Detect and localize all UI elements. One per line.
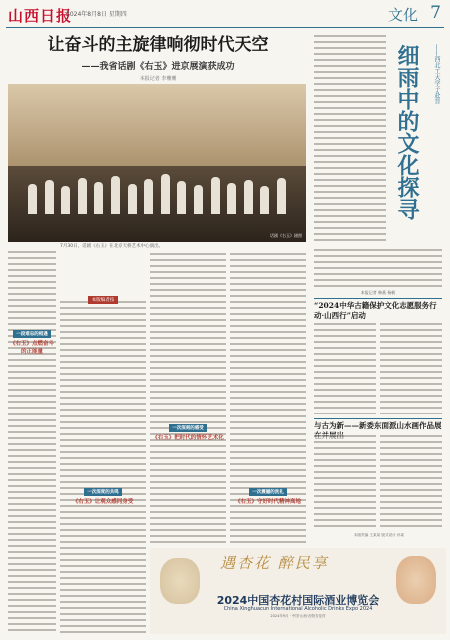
inner-head-badge: 一段难忘的相遇 <box>13 330 51 338</box>
masthead <box>0 0 450 28</box>
lead-headline[interactable]: 让奋斗的主旋律响彻时代天空 <box>47 35 269 55</box>
inner-head-sub: 《右玉》让观众感同身受 <box>72 499 134 505</box>
lead-byline: 本报记者 李珊珊 <box>139 76 177 82</box>
ad-calligraphy: 遇杏花 醉民享 <box>220 554 329 572</box>
right-headline-2[interactable]: 与古为新——新委东面派山水画作品展 <box>314 421 442 430</box>
feature-column-2 <box>314 248 442 288</box>
right-column-c <box>314 434 376 530</box>
inner-head-badge: 一次深度的共鸣 <box>84 488 122 496</box>
section-name: 文化 <box>387 6 418 24</box>
feature-vertical-title[interactable]: 细雨中的文化探寻 <box>394 44 420 220</box>
ad-title: 2024中国杏花村国际酒业博览会 <box>216 594 380 607</box>
lead-subhead: ——我省话剧《右玉》进京展演获成功 <box>81 62 235 72</box>
feature-column-1 <box>314 34 386 244</box>
issue-date: 2024年8月8日 星期四 <box>66 11 127 18</box>
expo-advertisement[interactable] <box>150 548 446 634</box>
right-headline-1[interactable]: “2024中华古籍保护文化志愿服务行动·山西行”启动 <box>314 301 437 320</box>
inner-head-badge: 一次深刻的感受 <box>169 424 207 432</box>
right-divider-2 <box>314 418 442 419</box>
stage-photo[interactable] <box>8 84 306 242</box>
photo-caption: 7月30日，话剧《右玉》在北京天桥艺术中心演出。 <box>60 244 164 249</box>
right-column-b <box>380 322 442 414</box>
inner-head-sub: 《右玉》守好时代精神高地 <box>234 499 301 505</box>
photo-backdrop <box>8 84 306 179</box>
masthead-rule <box>6 27 444 28</box>
ad-info: 2024年9月 · 中国·山西·汾阳杏花村 <box>270 614 326 618</box>
ad-title-english: China Xinghuacun International Alcoholic Drinks Expo 2024 <box>223 606 373 612</box>
photo-actors <box>28 168 286 214</box>
editor-note <box>60 286 146 305</box>
inner-head-3 <box>60 488 146 505</box>
article-column-2 <box>60 300 146 634</box>
editor-note-badge: 本版编者按 <box>88 296 119 304</box>
article-column-1 <box>8 250 56 634</box>
inner-head-1 <box>8 330 56 355</box>
right-column-a <box>314 322 376 414</box>
photo-credit: 话剧《右玉》剧照 <box>270 233 302 238</box>
page-number: 7 <box>430 3 441 23</box>
article-column-3 <box>150 252 226 544</box>
inner-head-4 <box>230 488 306 505</box>
feature-credit: 本报记者 韩燕 杨帆 <box>360 290 396 295</box>
inner-head-sub: 《右玉》把时代的情怀艺术化 <box>152 435 224 441</box>
inner-head-badge: 一次震撼的洗礼 <box>249 488 287 496</box>
inner-head-sub: 《右玉》点燃奋斗的正能量 <box>9 341 54 355</box>
lead-article-header <box>8 34 308 82</box>
newspaper-logo: 山西日报 <box>8 7 73 25</box>
right-divider-1 <box>314 298 442 299</box>
page-footer: 本版责编 王某某 版式设计 孙某 <box>353 533 405 537</box>
feature-vertical-subtitle: ——西北工大学子赴晋 <box>433 44 440 104</box>
inner-head-2 <box>150 424 226 441</box>
right-column-d <box>380 434 442 530</box>
